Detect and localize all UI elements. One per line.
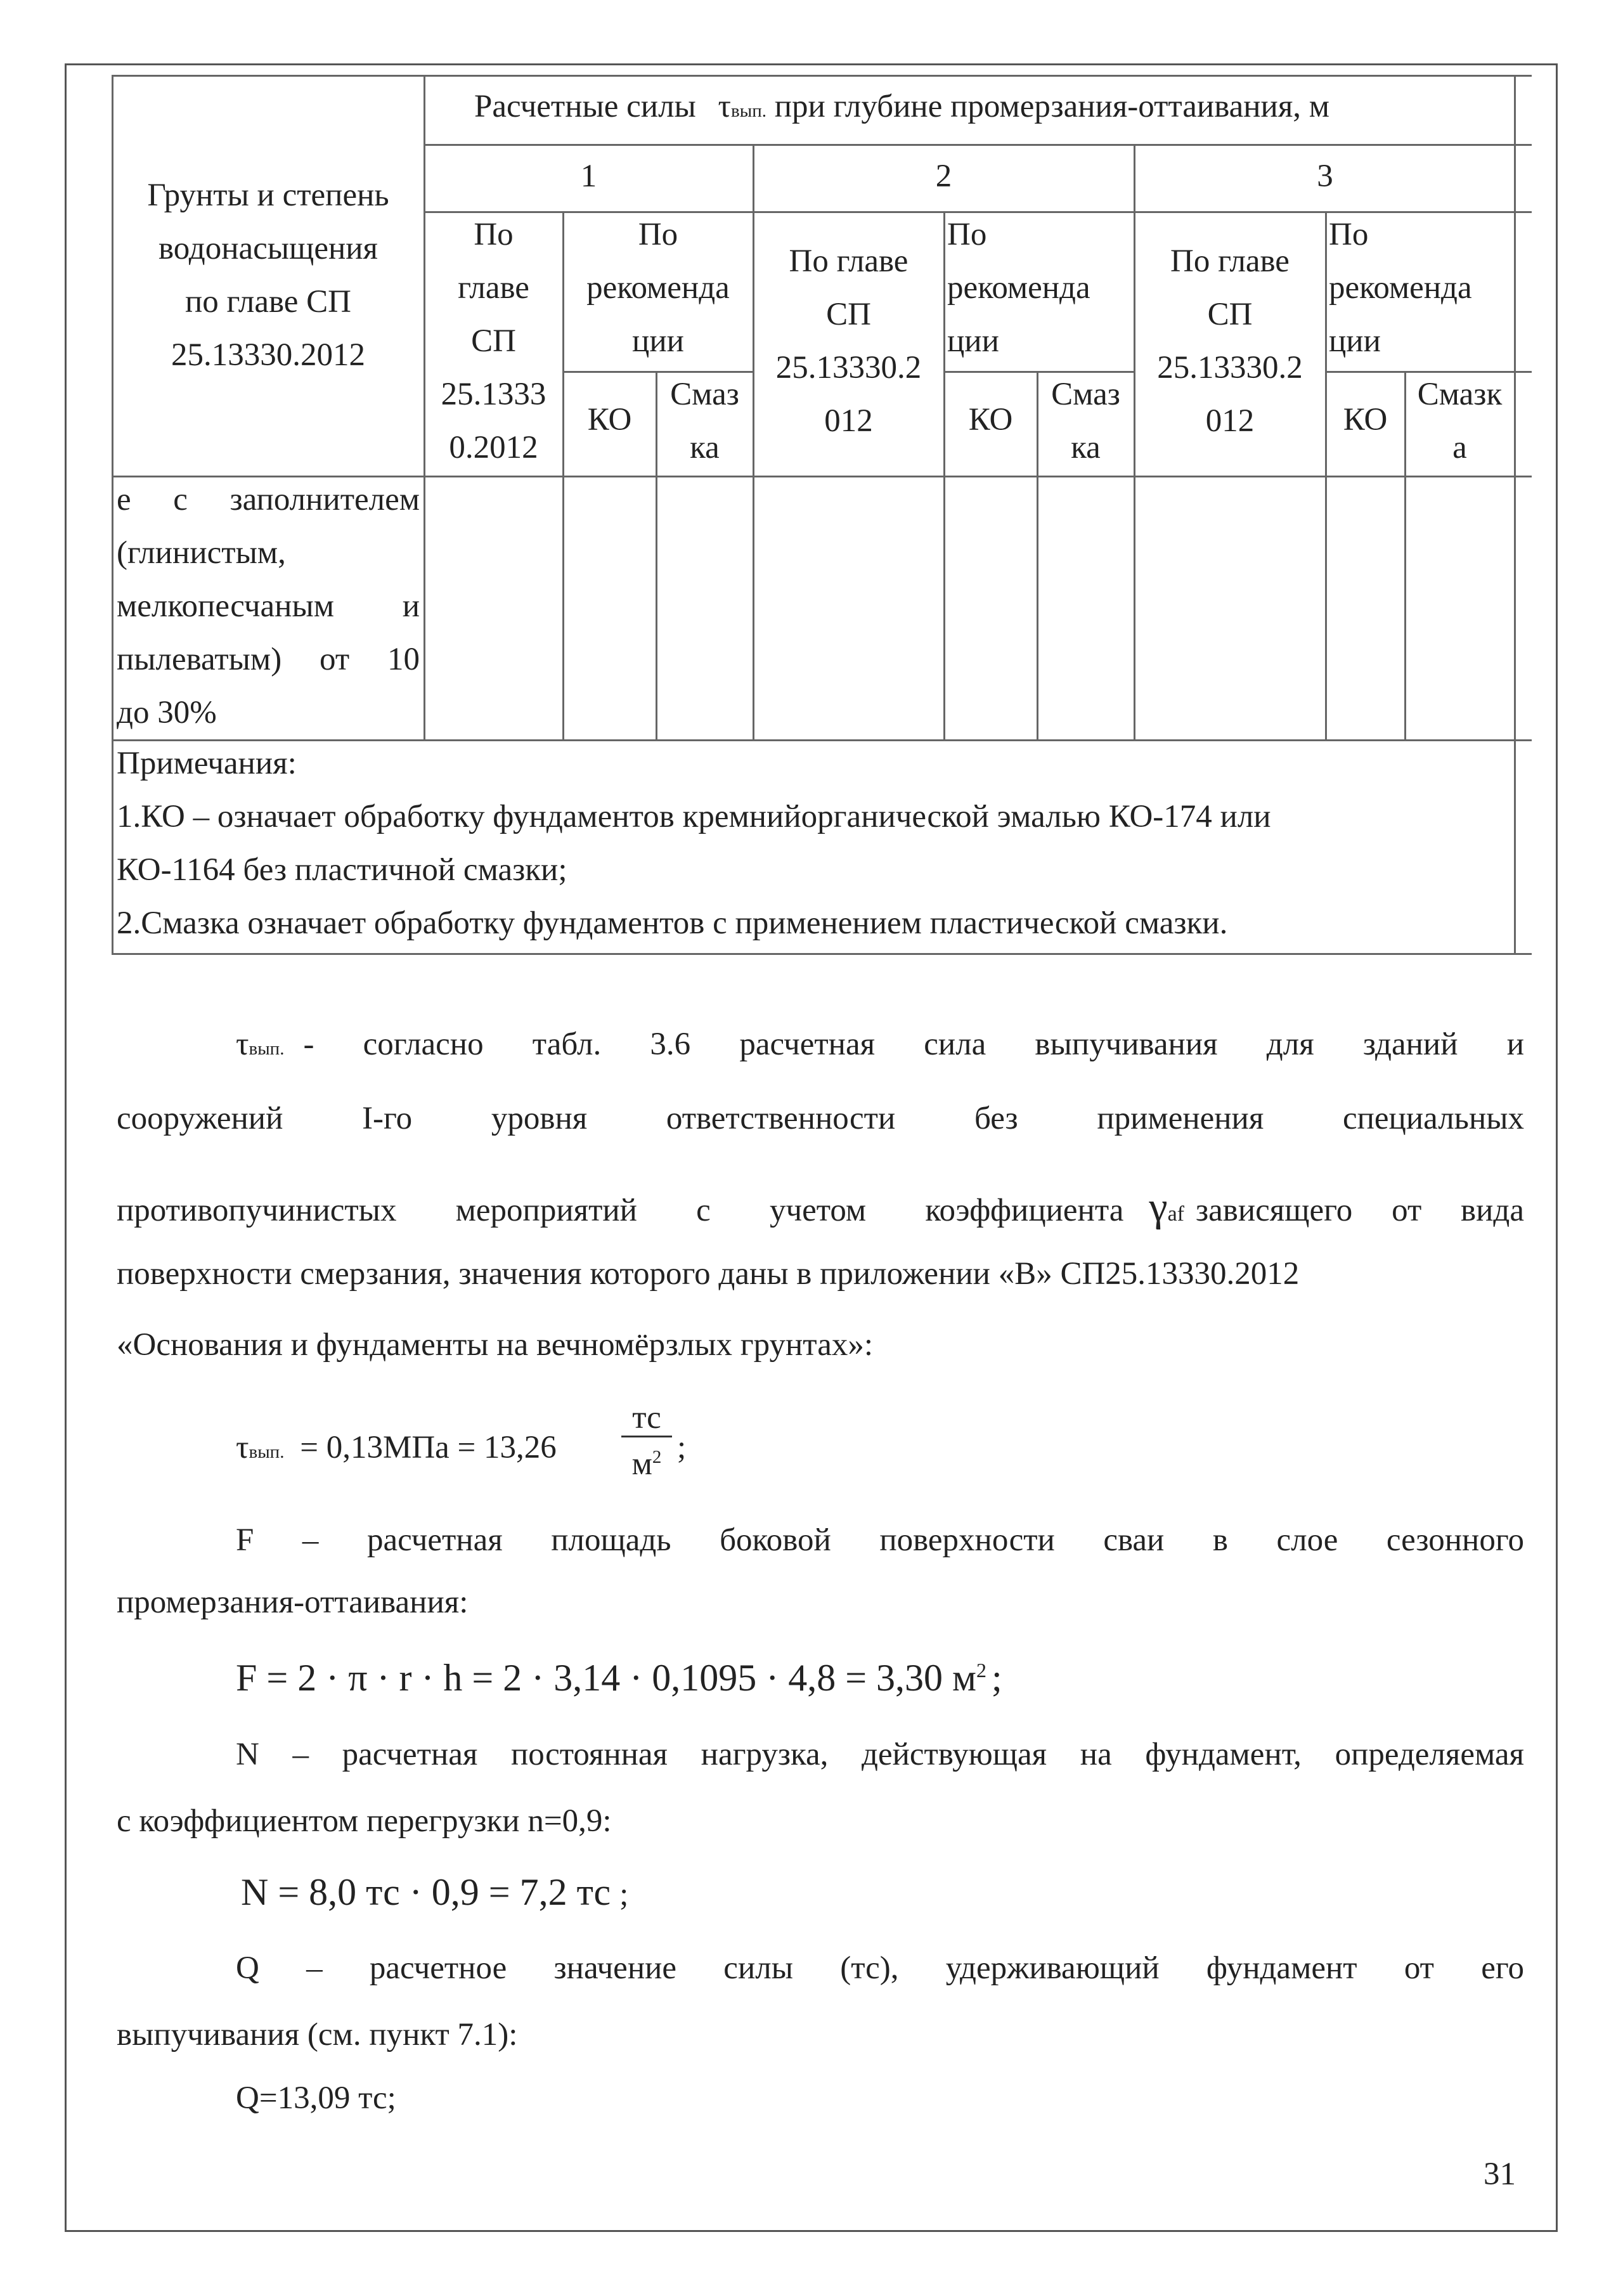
formula-n: N = 8,0 тс · 0,9 = 7,2 тс ; [241,1871,629,1913]
table-line [943,211,945,741]
depth-1: 1 [580,159,597,194]
col3-rec-header: По рекоменда ции [1329,217,1472,359]
col1-rec-header: По рекоменда ции [586,217,730,359]
paragraph-tau-line2: сооружений I-го уровня ответственности без применения специальных [117,1101,1524,1136]
col2-sp-header: По главе СП 25.13330.2 012 [775,243,922,439]
formula-tau: τвып. = 0,13МПа = 13,26 [236,1430,557,1465]
col2-rec-header: По рекоменда ции [947,217,1090,359]
col2-ko: КО [968,402,1013,438]
formula-q: Q=13,09 тс; [236,2080,396,2116]
depth-3: 3 [1317,159,1333,194]
table-line [424,144,1532,146]
page-number: 31 [1484,2157,1516,2192]
soil-description-cell: е с заполнителем (глинистым, мелкопесчаным и пылеватым) от 10 до 30% [117,482,420,730]
formula-f: F = 2 · π · r · h = 2 · 3,14 · 0,1095 · 4,8 = 3,30 $м^2$ ; [236,1657,1002,1699]
col3-ko: КО [1343,402,1388,438]
table-notes: Примечания: 1.КО – означает обработку фундаментов кремнийорганической эмалью КО-174 или КО-1164 без пластичной смазки; 2.Смазка означает обработку фундаментов с применением пластической смазки. [117,746,1271,941]
col3-smaz: Смазк а [1417,377,1503,465]
table-border-top [112,75,1532,77]
formula-tau-end: ; [677,1430,687,1465]
table-border-right [1514,75,1516,955]
table-line [1325,211,1327,741]
formula-tau-fraction: тс $м^2$ [621,1400,672,1484]
table-main-header: Расчетные силы τвып. при глубине промерзания-оттаивания, м [474,89,1330,124]
paragraph-n-line1: N – расчетная постоянная нагрузка, действующая на фундамент, определяемая [236,1737,1524,1772]
paragraph-f-line2: промерзания-оттаивания: [117,1585,469,1620]
gamma-symbol: γ [1149,1184,1168,1230]
paragraph-f-line1: F – расчетная площадь боковой поверхности сваи в слое сезонного [236,1522,1524,1558]
col3-sp-header: По главе СП 25.13330.2 012 [1157,243,1303,439]
col1-sp-header: По главе СП 25.1333 0.2012 [441,217,546,465]
col1-ko: КО [587,402,632,438]
row-header-soil: Грунты и степень водонасыщения по главе СП 25.13330.2012 [147,178,389,373]
paragraph-tau-line1: τвып. - согласно табл. 3.6 расчетная сила выпучивания для зданий и [236,1027,1524,1062]
col2-smaz: Смаз ка [1051,377,1120,465]
paragraph-n-line2: с коэффициентом перегрузки n=0,9: [117,1803,612,1839]
paragraph-tau-line3: противопучинистых мероприятий с учетом коэффициента γ af зависящего от вида [117,1184,1524,1230]
soil-forces-table [0,0,1623,964]
depth-2: 2 [935,159,952,194]
paragraph-q-line2: выпучивания (см. пункт 7.1): [117,2017,518,2053]
table-border-bottom [112,953,1532,955]
paragraph-tau-line5: «Основания и фундаменты на вечномёрзлых грунтах»: [117,1327,873,1363]
paragraph-q-line1: Q – расчетное значение силы (тс), удерживающий фундамент от его [236,1950,1524,1986]
col1-smaz: Смаз ка [670,377,739,465]
paragraph-tau-line4: поверхности смерзания, значения которого даны в приложении «В» СП25.13330.2012 [117,1256,1300,1292]
